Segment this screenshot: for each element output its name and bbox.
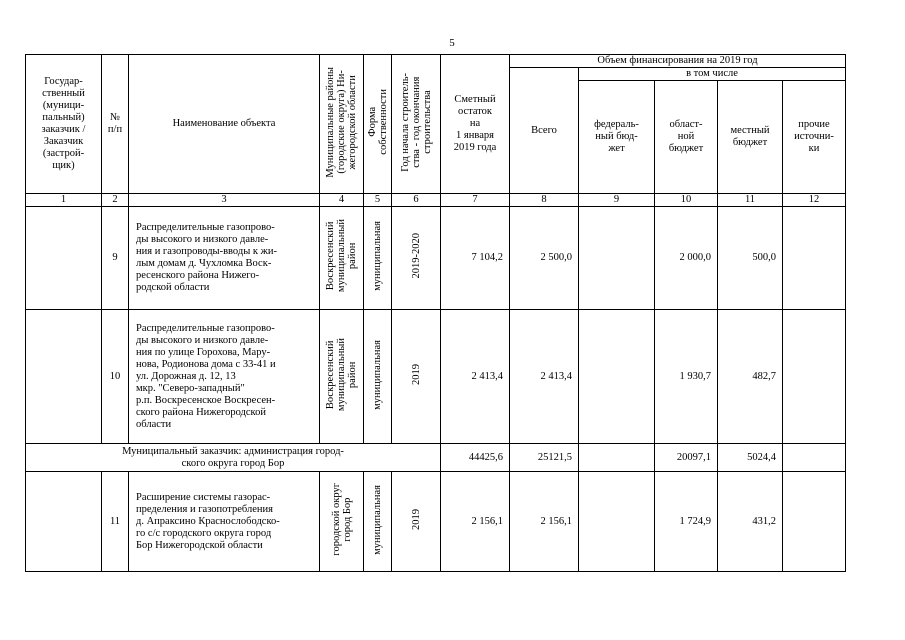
column-number: 2	[102, 194, 129, 207]
object-name: Расширение системы газорас- пределения и газопотребления д. Апраксино Краснослободско- го с/с городского округа город Бор Нижегородской области	[129, 472, 320, 572]
table-row	[26, 472, 846, 572]
row-number: 10	[102, 310, 129, 444]
ownership-text: муниципальная	[372, 339, 383, 410]
district-cell	[320, 472, 364, 572]
column-number: 5	[364, 194, 392, 207]
column-number: 3	[129, 194, 320, 207]
total-value: 2 413,4	[510, 310, 579, 444]
header-years-text: Год начала строитель- ства - год окончания строительства	[399, 72, 433, 172]
header-financing: Объем финансирования на 2019 год	[510, 55, 846, 68]
object-name: Распределительные газопрово- ды высокого и низкого давле- ния по улице Горохова, Мару- нова, Родионова дома с 33-41 и ул. Дорожная д. 12, 13 мкр. "Северо-западный" р.п. Воскресенское Воскресен- ского района Нижегородской области	[129, 310, 320, 444]
total-value: 2 156,1	[510, 472, 579, 572]
table-row	[26, 310, 846, 444]
customer-cell	[26, 207, 102, 310]
header-estimated-balance: Сметный остаток на 1 января 2019 года	[441, 55, 510, 194]
header-ownership-text: Форма собственности	[366, 89, 389, 155]
column-number-row	[26, 194, 846, 207]
ownership-cell	[364, 310, 392, 444]
object-name: Распределительные газопрово- ды высокого и низкого давле- ния и газопроводы-вводы к жи- лым домам д. Чухломка Воск- ресенского района Нижего- родской области	[129, 207, 320, 310]
column-number: 4	[320, 194, 364, 207]
customer-cell	[26, 472, 102, 572]
subtotal-balance: 44425,6	[441, 444, 510, 472]
years-text: 2019	[410, 364, 422, 385]
balance-value: 7 104,2	[441, 207, 510, 310]
financing-table	[25, 54, 846, 572]
district-text: городской округ город Бор	[330, 483, 353, 556]
years-cell	[392, 310, 441, 444]
other-value	[783, 207, 846, 310]
column-number: 12	[783, 194, 846, 207]
federal-value	[579, 310, 655, 444]
header-years	[392, 55, 441, 194]
header-other: прочие источни- ки	[783, 81, 846, 194]
ownership-text: муниципальная	[372, 484, 383, 555]
column-number: 6	[392, 194, 441, 207]
regional-value: 1 930,7	[655, 310, 718, 444]
column-number: 7	[441, 194, 510, 207]
subtotal-label: Муниципальный заказчик: администрация город- ского округа город Бор	[26, 444, 441, 472]
header-object-name: Наименование объекта	[129, 55, 320, 194]
total-value: 2 500,0	[510, 207, 579, 310]
header-ownership	[364, 55, 392, 194]
ownership-cell	[364, 472, 392, 572]
subtotal-total: 25121,5	[510, 444, 579, 472]
district-text: Воскресенский муниципальный район	[325, 219, 358, 293]
local-value: 431,2	[718, 472, 783, 572]
balance-value: 2 156,1	[441, 472, 510, 572]
table-row	[26, 207, 846, 310]
district-cell	[320, 207, 364, 310]
years-text: 2019	[410, 509, 422, 530]
balance-value: 2 413,4	[441, 310, 510, 444]
ownership-cell	[364, 207, 392, 310]
local-value: 500,0	[718, 207, 783, 310]
subtotal-other	[783, 444, 846, 472]
header-local: местный бюджет	[718, 81, 783, 194]
header-total: Всего	[510, 68, 579, 194]
subtotal-local: 5024,4	[718, 444, 783, 472]
header-num: № п/п	[102, 55, 129, 194]
ownership-text: муниципальная	[372, 221, 383, 291]
column-number: 11	[718, 194, 783, 207]
page-number: 5	[449, 37, 455, 49]
subtotal-federal	[579, 444, 655, 472]
federal-value	[579, 472, 655, 572]
column-number: 9	[579, 194, 655, 207]
column-number: 1	[26, 194, 102, 207]
header-district-text: Муниципальные районы (городские округа) Ни- жегородской области	[325, 66, 358, 178]
district-text: Воскресенский муниципальный район	[325, 337, 358, 412]
regional-value: 2 000,0	[655, 207, 718, 310]
column-number: 10	[655, 194, 718, 207]
local-value: 482,7	[718, 310, 783, 444]
header-including: в том числе	[579, 68, 846, 81]
subtotal-regional: 20097,1	[655, 444, 718, 472]
years-text: 2019-2020	[410, 233, 422, 279]
header-regional: област- ной бюджет	[655, 81, 718, 194]
federal-value	[579, 207, 655, 310]
subtotal-row	[26, 444, 846, 472]
row-number: 11	[102, 472, 129, 572]
years-cell	[392, 472, 441, 572]
header-federal: федераль- ный бюд- жет	[579, 81, 655, 194]
header-customer: Государ- ственный (муници- пальный) заказчик / Заказчик (застрой- щик)	[26, 55, 102, 194]
years-cell	[392, 207, 441, 310]
regional-value: 1 724,9	[655, 472, 718, 572]
other-value	[783, 310, 846, 444]
column-number: 8	[510, 194, 579, 207]
other-value	[783, 472, 846, 572]
header-district	[320, 55, 364, 194]
row-number: 9	[102, 207, 129, 310]
district-cell	[320, 310, 364, 444]
customer-cell	[26, 310, 102, 444]
